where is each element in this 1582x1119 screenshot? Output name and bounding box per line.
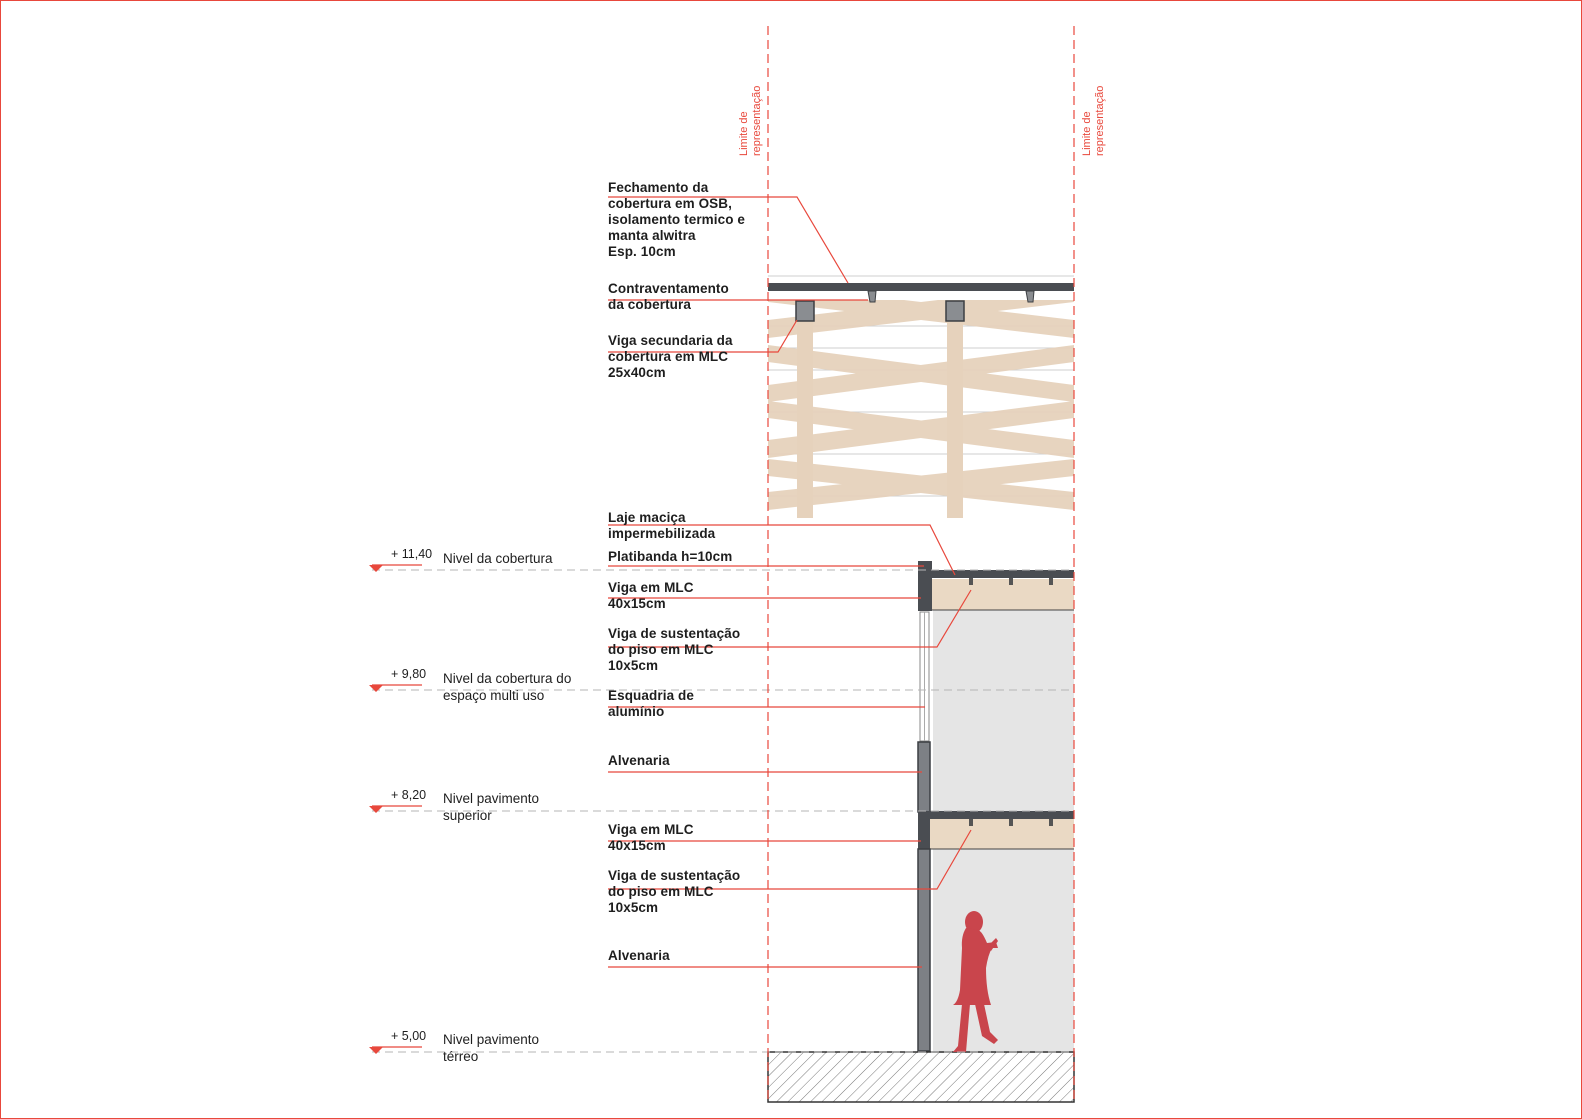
- building-section: [768, 561, 1074, 1102]
- limit-label-right-line2: representação: [1094, 85, 1106, 156]
- annotation-line: Viga em MLC: [608, 580, 694, 595]
- annotation-masonry-upper: [608, 753, 670, 768]
- parapet: [918, 561, 932, 611]
- annotation-parapet: [608, 549, 732, 564]
- roof-slab: [930, 570, 1074, 578]
- annotation-roof-closure: [608, 180, 745, 259]
- annotation-line: 25x40cm: [608, 365, 666, 380]
- limit-label-left: [738, 86, 763, 156]
- level-label: Nivel pavimento: [443, 1032, 540, 1047]
- level-label: Nivel da cobertura: [443, 551, 553, 566]
- annotation-line: Viga de sustentação: [608, 626, 741, 641]
- annotation-mlc-beam-lower: [608, 822, 694, 853]
- annotation-line: alumínio: [608, 704, 665, 719]
- ground-hatch: [768, 1052, 1074, 1102]
- roof-closure-panel: [768, 283, 1074, 291]
- masonry-lower-wall: [918, 849, 930, 1051]
- annotation-line: manta alwitra: [608, 228, 696, 243]
- annotation-line: 10x5cm: [608, 900, 659, 915]
- annotation-aluminium-frame: [608, 688, 694, 719]
- annotation-mlc-beam-upper: [608, 580, 694, 611]
- level-value: + 8,20: [391, 788, 427, 802]
- masonry-upper-wall: [918, 742, 930, 812]
- limit-label-right-line1: Limite de: [1081, 111, 1093, 156]
- annotation-line: Fechamento da: [608, 180, 709, 195]
- limit-label-left-line2: representação: [751, 85, 763, 156]
- annotation-floor-support-upper: [608, 626, 740, 673]
- annotation-line: 10x5cm: [608, 658, 659, 673]
- annotation-line: Platibanda h=10cm: [608, 549, 733, 564]
- level-value: + 11,40: [391, 547, 433, 561]
- annotation-line: 40x15cm: [608, 838, 666, 853]
- annotation-labels: [608, 180, 745, 963]
- annotation-line: 40x15cm: [608, 596, 666, 611]
- level-value: + 5,00: [391, 1029, 427, 1043]
- annotation-line: Laje maciça: [608, 510, 686, 525]
- annotation-line: Esp. 10cm: [608, 244, 676, 259]
- annotation-line: Contraventamento: [608, 281, 729, 296]
- level-label: Nivel pavimento: [443, 791, 540, 806]
- annotation-line: impermebilizada: [608, 526, 716, 541]
- level-label: espaço multi uso: [443, 688, 545, 703]
- annotation-floor-support-lower: [608, 868, 740, 915]
- annotation-solid-slab: [608, 510, 716, 541]
- annotation-line: do piso em MLC: [608, 884, 714, 899]
- roof-structure: [768, 276, 1074, 518]
- annotation-line: Alvenaria: [608, 753, 670, 768]
- secondary-beam-left: [797, 302, 813, 518]
- level-label: superior: [443, 808, 492, 823]
- annotation-line: Alvenaria: [608, 948, 670, 963]
- annotation-line: isolamento termico e: [608, 212, 746, 227]
- level-label: Nivel da cobertura do: [443, 671, 572, 686]
- annotation-roof-bracing: [608, 281, 729, 312]
- annotation-line: Esquadria de: [608, 688, 694, 703]
- level-value: + 9,80: [391, 667, 427, 681]
- annotation-line: Viga secundaria da: [608, 333, 733, 348]
- level-label: térreo: [443, 1049, 479, 1064]
- annotation-line: cobertura em MLC: [608, 349, 729, 364]
- annotation-line: do piso em MLC: [608, 642, 714, 657]
- secondary-beam-right: [947, 302, 963, 518]
- annotation-line: Viga de sustentação: [608, 868, 741, 883]
- annotation-line: Viga em MLC: [608, 822, 694, 837]
- annotation-masonry-lower: [608, 948, 670, 963]
- annotation-secondary-beam: [608, 333, 733, 380]
- annotation-line: cobertura em OSB,: [608, 196, 732, 211]
- limit-label-right: [1081, 86, 1106, 156]
- limit-label-left-line1: Limite de: [738, 111, 750, 156]
- upper-floor-slab: [918, 811, 1074, 819]
- annotation-line: da cobertura: [608, 297, 691, 312]
